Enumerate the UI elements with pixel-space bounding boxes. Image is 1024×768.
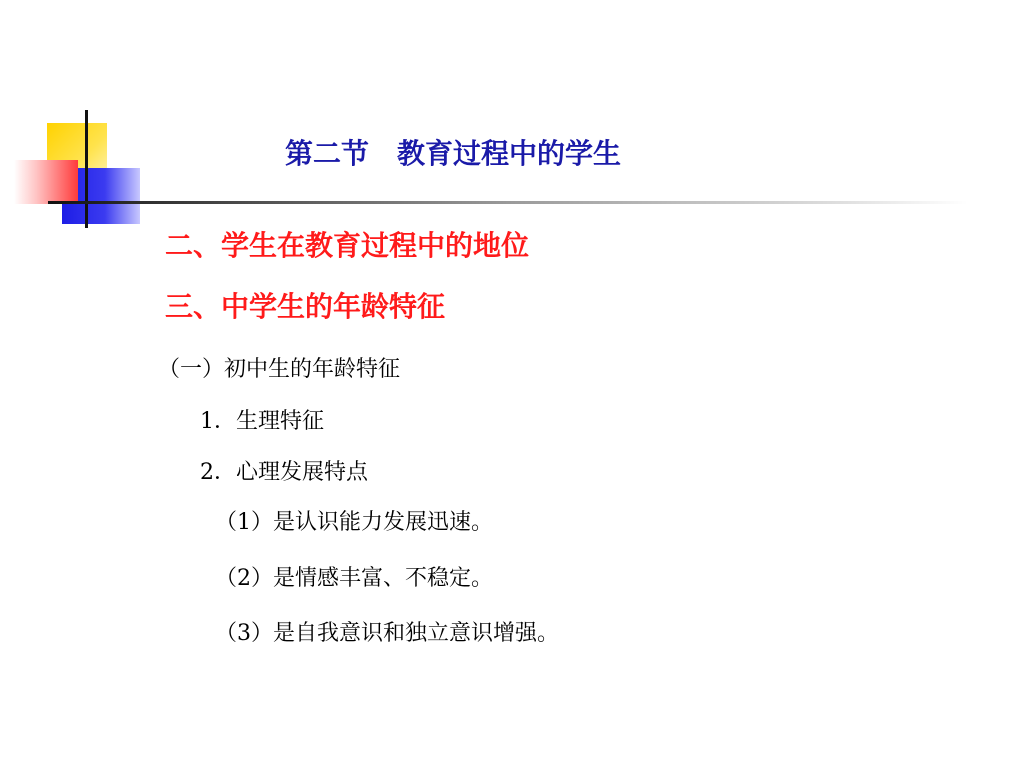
subsection-junior-high-age: （一）初中生的年龄特征	[158, 357, 401, 382]
red-square-decoration	[14, 160, 78, 204]
decorative-logo-block	[0, 0, 1024, 240]
vertical-rule	[85, 110, 88, 228]
slide-title: 第二节 教育过程中的学生	[285, 137, 622, 170]
point-self-awareness: （3）是自我意识和独立意识增强。	[215, 621, 559, 646]
section-heading-status: 二、学生在教育过程中的地位	[165, 229, 530, 262]
point-emotions: （2）是情感丰富、不稳定。	[215, 566, 493, 591]
point-cognitive-ability: （1）是认识能力发展迅速。	[215, 510, 493, 535]
list-item-physiological: 1．生理特征	[200, 409, 324, 434]
horizontal-rule	[48, 201, 968, 204]
list-item-psychological: 2．心理发展特点	[200, 460, 368, 485]
section-heading-age-characteristics: 三、中学生的年龄特征	[165, 290, 446, 323]
